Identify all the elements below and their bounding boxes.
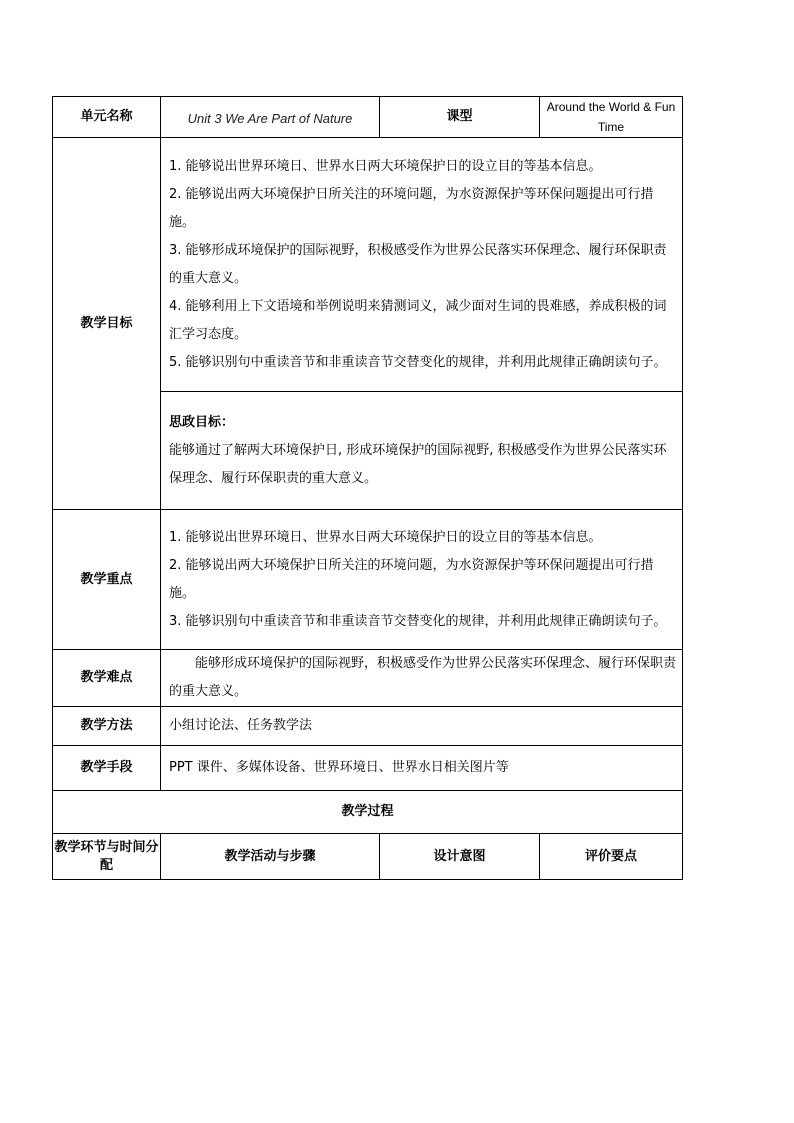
key-point-item: 2. 能够说出两大环境保护日所关注的环境问题，为水资源保护等环保问题提出可行措施。 xyxy=(169,557,654,601)
unit-name-value: Unit 3 We Are Part of Nature xyxy=(161,97,380,138)
ideology-objective xyxy=(161,392,683,510)
col-evaluation: 评价要点 xyxy=(540,834,683,880)
process-header-row xyxy=(53,834,683,880)
lesson-plan-sheet xyxy=(52,96,682,880)
col-activity-steps: 教学活动与步骤 xyxy=(161,834,380,880)
lesson-type-label: 课型 xyxy=(380,97,540,138)
unit-name-label: 单元名称 xyxy=(53,97,161,138)
objectives-row xyxy=(53,138,683,392)
methods-row xyxy=(53,707,683,746)
methods-label: 教学方法 xyxy=(53,707,161,746)
objective-item: 4. 能够利用上下文语境和举例说明来猜测词义，减少面对生词的畏难感，养成积极的词汇学习态度。 xyxy=(169,298,667,342)
objectives-label: 教学目标 xyxy=(53,138,161,510)
methods-text: 小组讨论法、任务教学法 xyxy=(161,707,683,746)
objective-item: 3. 能够形成环境保护的国际视野，积极感受作为世界公民落实环保理念、履行环保职责的重大意义。 xyxy=(169,242,667,286)
key-points-row xyxy=(53,510,683,650)
objective-item: 2. 能够说出两大环境保护日所关注的环境问题，为水资源保护等环保问题提出可行措施。 xyxy=(169,186,654,230)
difficulties-label: 教学难点 xyxy=(53,650,161,707)
means-label: 教学手段 xyxy=(53,746,161,791)
process-title: 教学过程 xyxy=(53,791,683,834)
objectives-list xyxy=(161,138,683,392)
key-point-item: 3. 能够识别句中重读音节和非重读音节交替变化的规律，并利用此规律正确朗读句子。 xyxy=(169,613,667,629)
objective-item: 5. 能够识别句中重读音节和非重读音节交替变化的规律，并利用此规律正确朗读句子。 xyxy=(169,354,667,370)
col-stage-time: 教学环节与时间分配 xyxy=(53,834,161,880)
difficulties-text: 能够形成环境保护的国际视野，积极感受作为世界公民落实环保理念、履行环保职责的重大意义。 xyxy=(161,650,683,707)
process-title-row xyxy=(53,791,683,834)
key-point-item: 1. 能够说出世界环境日、世界水日两大环境保护日的设立目的等基本信息。 xyxy=(169,529,602,545)
unit-row xyxy=(53,97,683,138)
means-text: PPT 课件、多媒体设备、世界环境日、世界水日相关图片等 xyxy=(161,746,683,791)
ideology-text: 能够通过了解两大环境保护日, 形成环境保护的国际视野, 积极感受作为世界公民落实环保理念、履行环保职责的重大意义。 xyxy=(169,442,667,486)
key-points-label: 教学重点 xyxy=(53,510,161,650)
ideology-title: 思政目标： xyxy=(169,414,235,430)
means-row xyxy=(53,746,683,791)
col-design-intent: 设计意图 xyxy=(380,834,540,880)
key-points-list xyxy=(161,510,683,650)
objective-item: 1. 能够说出世界环境日、世界水日两大环境保护日的设立目的等基本信息。 xyxy=(169,158,602,174)
lesson-plan-table xyxy=(52,96,683,880)
lesson-type-value: Around the World & Fun Time xyxy=(540,97,683,138)
difficulties-row xyxy=(53,650,683,707)
